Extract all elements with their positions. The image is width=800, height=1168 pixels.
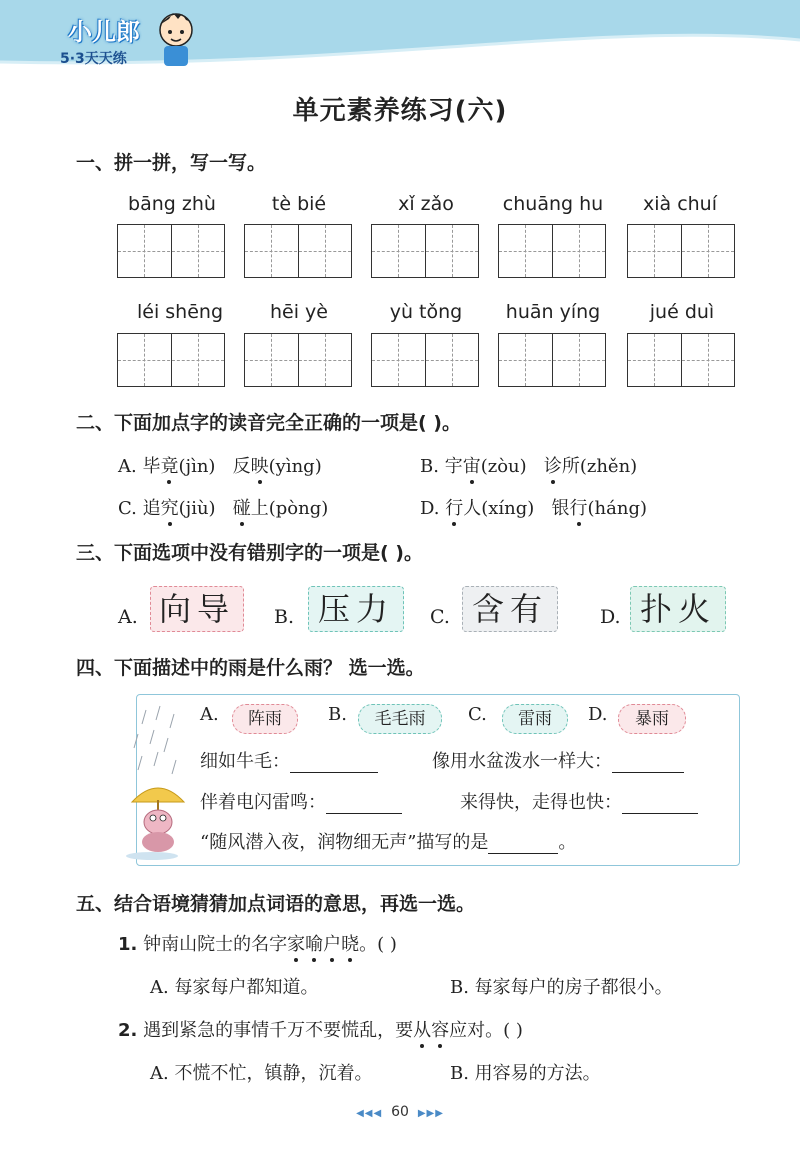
pinyin-1: bāng zhù	[128, 193, 216, 215]
pinyin: (háng)	[587, 498, 647, 519]
q3-letter-c: C.	[430, 606, 450, 628]
writing-box[interactable]	[244, 333, 352, 387]
writing-box[interactable]	[117, 333, 225, 387]
item-text: 细如牛毛：	[200, 751, 290, 772]
pinyin: (pòng)	[268, 498, 329, 519]
dotted-char: 诊	[543, 456, 562, 477]
brand-subtitle: 5·3天天练	[60, 51, 127, 67]
char: 人	[463, 498, 482, 519]
q3-card-a[interactable]: 向导	[150, 586, 244, 632]
q4-item-3	[200, 788, 402, 814]
q2-heading: 二、下面加点字的读音完全正确的一项是( )。	[76, 412, 461, 434]
q4-choice-a[interactable]: 阵雨	[232, 704, 298, 734]
option-letter: B.	[420, 456, 439, 477]
pinyin-5: xià chuí	[642, 193, 717, 215]
pinyin: (xíng)	[481, 498, 535, 519]
writing-box[interactable]	[627, 224, 735, 278]
pinyin-2: tè bié	[271, 193, 327, 215]
writing-box[interactable]	[371, 333, 479, 387]
char: 反	[232, 456, 251, 477]
q4-choice-c[interactable]: 雷雨	[502, 704, 568, 734]
char: 所	[561, 456, 580, 477]
dotted-char: 喻	[305, 934, 324, 955]
char: 上	[250, 498, 269, 519]
dotted-char: 碰	[232, 498, 251, 519]
pinyin: (jiù)	[178, 498, 216, 519]
q5-2-option-a[interactable]: A. 不慌不忙，镇静，沉着。	[150, 1063, 373, 1084]
dotted-char: 宙	[462, 456, 481, 477]
dotted-char: 行	[445, 498, 464, 519]
q5-1-option-a[interactable]: A. 每家每户都知道。	[150, 977, 319, 998]
q3-card-b[interactable]: 压力	[308, 586, 404, 632]
q4-choice-d[interactable]: 暴雨	[618, 704, 686, 734]
q2-option-a[interactable]	[118, 452, 322, 478]
answer-paren[interactable]: 应对。( )	[449, 1020, 523, 1041]
poem-end: 。	[558, 832, 577, 853]
sentence-text: 遇到紧急的事情千万不要慌乱，要	[143, 1020, 414, 1041]
q3-card-d[interactable]: 扑火	[630, 586, 726, 632]
q4-choice-c-letter: C.	[468, 704, 487, 725]
item-text: 伴着电闪雷鸣：	[200, 792, 326, 813]
writing-box[interactable]	[498, 333, 606, 387]
q5-2-option-b[interactable]: B. 用容易的方法。	[450, 1063, 601, 1084]
q5-heading: 五、结合语境猜猜加点词语的意思，再选一选。	[76, 893, 476, 915]
pinyin-4: chuāng hu	[502, 193, 604, 215]
q5-1-option-b[interactable]: B. 每家每户的房子都很小。	[450, 977, 673, 998]
q4-item-1	[200, 747, 378, 773]
option-letter: A.	[118, 456, 137, 477]
dotted-char: 家	[287, 934, 306, 955]
dotted-char: 户	[323, 934, 342, 955]
brand-name: 小儿郎	[68, 18, 140, 46]
question-number: 2.	[118, 1020, 138, 1041]
pinyin: (zhěn)	[579, 456, 638, 477]
pinyin-6: léi shēng	[136, 301, 224, 323]
pinyin-8: yù tǒng	[389, 301, 463, 323]
char: 毕	[142, 456, 161, 477]
rain-illustration-icon	[118, 704, 198, 862]
q4-item-4	[460, 788, 698, 814]
q4-item-2	[432, 747, 684, 773]
answer-paren[interactable]: 。( )	[359, 934, 397, 955]
q4-choice-a-letter: A.	[200, 704, 219, 725]
sentence-text: 钟南山院士的名字	[143, 934, 288, 955]
q4-poem-item	[200, 828, 576, 854]
right-arrows-icon: ▶▶▶	[417, 1108, 444, 1119]
writing-box[interactable]	[244, 224, 352, 278]
q4-heading: 四、下面描述中的雨是什么雨？ 选一选。	[76, 657, 425, 679]
char: 银	[551, 498, 570, 519]
item-text: 来得快，走得也快：	[460, 792, 622, 813]
left-arrows-icon: ◀◀◀	[356, 1108, 383, 1119]
dotted-char: 行	[569, 498, 588, 519]
question-number: 1.	[118, 934, 138, 955]
q4-choice-d-letter: D.	[588, 704, 608, 725]
char: 宇	[444, 456, 463, 477]
writing-box[interactable]	[627, 333, 735, 387]
pinyin-10: jué duì	[649, 301, 715, 323]
pinyin-3: xǐ zǎo	[398, 193, 454, 215]
answer-blank[interactable]	[622, 813, 698, 814]
pinyin-9: huān yíng	[505, 301, 601, 323]
mascot-icon	[156, 10, 196, 68]
page-title: 单元素养练习(六)	[292, 96, 508, 126]
dotted-char: 究	[160, 498, 179, 519]
page-number: 60	[391, 1104, 409, 1120]
option-letter: C.	[118, 498, 137, 519]
dotted-char: 从	[413, 1020, 432, 1041]
pinyin: (jìn)	[178, 456, 216, 477]
brand-logo	[60, 10, 200, 68]
q5-sentence-2	[118, 1016, 523, 1042]
pinyin-7: hēi yè	[270, 301, 328, 323]
q3-letter-b: B.	[274, 606, 295, 628]
answer-blank[interactable]	[488, 853, 558, 854]
answer-blank[interactable]	[326, 813, 402, 814]
writing-box[interactable]	[117, 224, 225, 278]
dotted-char: 晓	[341, 934, 360, 955]
pinyin: (yìng)	[268, 456, 322, 477]
q3-letter-d: D.	[600, 606, 621, 628]
dotted-char: 映	[250, 456, 269, 477]
dotted-char: 竟	[160, 456, 179, 477]
q1-heading: 一、拼一拼，写一写。	[76, 152, 267, 174]
pinyin: (zòu)	[480, 456, 527, 477]
page-footer	[0, 1104, 800, 1120]
poem-text: “随风潜入夜，润物细无声”描写的是	[200, 832, 489, 853]
q4-choice-b-letter: B.	[328, 704, 347, 725]
q3-heading: 三、下面选项中没有错别字的一项是( )。	[76, 542, 423, 564]
q2-option-c[interactable]	[118, 494, 328, 520]
q4-choice-b[interactable]: 毛毛雨	[358, 704, 442, 734]
char: 追	[142, 498, 161, 519]
q3-card-c[interactable]: 含有	[462, 586, 558, 632]
answer-blank[interactable]	[612, 772, 684, 773]
dotted-char: 容	[431, 1020, 450, 1041]
option-letter: D.	[420, 498, 440, 519]
q3-letter-a: A.	[118, 606, 138, 628]
writing-box[interactable]	[371, 224, 479, 278]
writing-box[interactable]	[498, 224, 606, 278]
q5-sentence-1	[118, 930, 397, 956]
item-text: 像用水盆泼水一样大：	[432, 751, 612, 772]
q2-option-d[interactable]	[420, 494, 647, 520]
answer-blank[interactable]	[290, 772, 378, 773]
q2-option-b[interactable]	[420, 452, 637, 478]
